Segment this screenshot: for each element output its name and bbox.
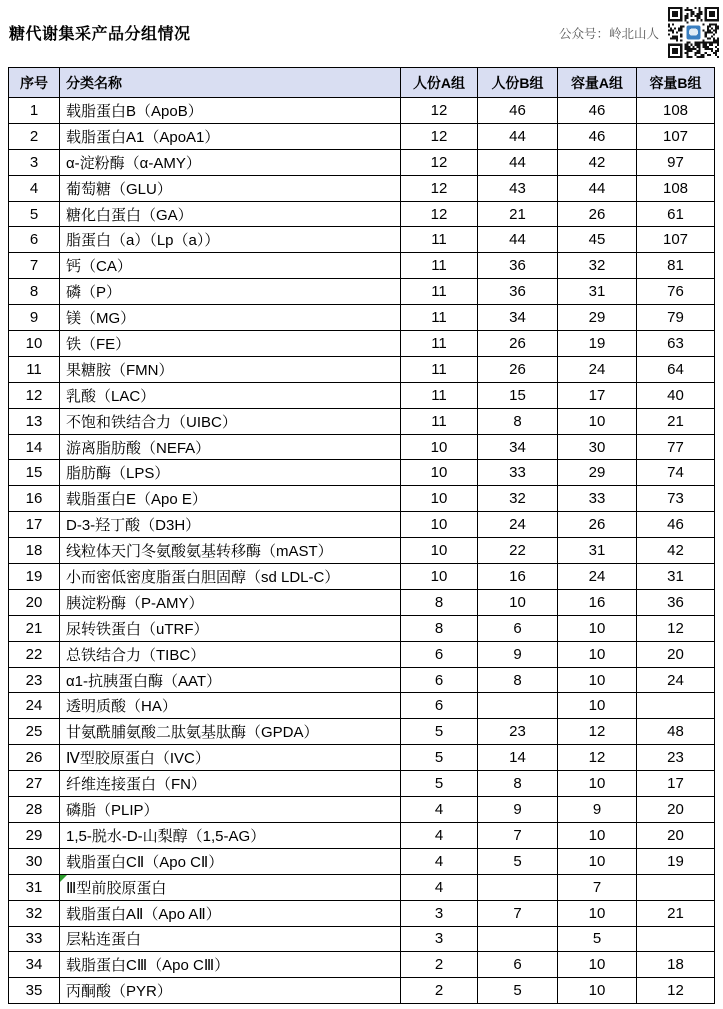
value-cell: 9 (478, 797, 558, 823)
table-row (9, 952, 715, 978)
row-number-cell: 19 (9, 564, 60, 590)
category-name-cell (60, 693, 401, 719)
category-name-text: 糖化白蛋白（GA） (66, 206, 193, 224)
row-number-cell: 32 (9, 900, 60, 926)
row-number-cell: 14 (9, 434, 60, 460)
row-number-cell: 9 (9, 305, 60, 331)
col-header-category: 分类名称 (60, 68, 401, 98)
category-name-cell (60, 408, 401, 434)
row-number-cell: 1 (9, 98, 60, 124)
table-row (9, 356, 715, 382)
value-cell: 10 (558, 693, 637, 719)
product-group-table-container (8, 67, 715, 1004)
category-name-cell (60, 434, 401, 460)
value-cell: 5 (401, 771, 478, 797)
table-row (9, 538, 715, 564)
value-cell: 5 (401, 745, 478, 771)
category-name-text: Ⅳ型胶原蛋白（IVC） (66, 750, 210, 768)
category-name-cell (60, 356, 401, 382)
category-name-cell (60, 227, 401, 253)
table-row (9, 771, 715, 797)
value-cell: 17 (637, 771, 715, 797)
table-row (9, 123, 715, 149)
category-name-text: 丙酮酸（PYR） (66, 983, 172, 1001)
category-name-cell (60, 382, 401, 408)
category-name-text: 镁（MG） (66, 310, 136, 328)
value-cell: 7 (478, 900, 558, 926)
value-cell: 7 (558, 874, 637, 900)
value-cell (478, 926, 558, 952)
value-cell: 2 (401, 952, 478, 978)
table-row (9, 408, 715, 434)
category-name-cell (60, 175, 401, 201)
value-cell: 29 (558, 460, 637, 486)
category-name-text: α-淀粉酶（α-AMY） (66, 154, 201, 172)
table-row (9, 279, 715, 305)
value-cell: 11 (401, 382, 478, 408)
category-name-cell (60, 589, 401, 615)
value-cell: 8 (401, 589, 478, 615)
value-cell: 34 (478, 305, 558, 331)
table-row (9, 175, 715, 201)
value-cell: 10 (401, 538, 478, 564)
value-cell: 10 (558, 771, 637, 797)
value-cell: 4 (401, 797, 478, 823)
category-name-text: α1-抗胰蛋白酶（AAT） (66, 672, 222, 690)
value-cell: 11 (401, 253, 478, 279)
value-cell: 79 (637, 305, 715, 331)
value-cell: 34 (478, 434, 558, 460)
value-cell: 6 (401, 641, 478, 667)
col-header-portion-a: 人份A组 (401, 68, 478, 98)
row-number-cell: 7 (9, 253, 60, 279)
value-cell: 24 (558, 564, 637, 590)
category-name-text: 铁（FE） (66, 335, 131, 353)
table-row (9, 460, 715, 486)
table-row (9, 589, 715, 615)
value-cell: 108 (637, 175, 715, 201)
row-number-cell: 5 (9, 201, 60, 227)
qr-code-image (668, 7, 719, 58)
value-cell: 24 (637, 667, 715, 693)
category-name-cell (60, 331, 401, 357)
category-name-cell (60, 486, 401, 512)
row-number-cell: 25 (9, 719, 60, 745)
row-number-cell: 18 (9, 538, 60, 564)
value-cell: 10 (478, 589, 558, 615)
value-cell: 81 (637, 253, 715, 279)
value-cell: 5 (478, 978, 558, 1004)
category-name-cell (60, 874, 401, 900)
value-cell: 44 (478, 227, 558, 253)
row-number-cell: 21 (9, 615, 60, 641)
value-cell: 10 (401, 512, 478, 538)
category-name-cell (60, 305, 401, 331)
value-cell: 6 (478, 615, 558, 641)
category-name-text: 载脂蛋白B（ApoB） (66, 102, 203, 120)
value-cell: 10 (401, 434, 478, 460)
value-cell: 8 (478, 667, 558, 693)
value-cell: 15 (478, 382, 558, 408)
table-row (9, 564, 715, 590)
value-cell: 12 (401, 201, 478, 227)
value-cell: 33 (478, 460, 558, 486)
value-cell: 11 (401, 279, 478, 305)
value-cell: 12 (637, 978, 715, 1004)
value-cell: 36 (637, 589, 715, 615)
value-cell: 18 (637, 952, 715, 978)
value-cell: 46 (558, 123, 637, 149)
row-number-cell: 26 (9, 745, 60, 771)
value-cell: 10 (558, 952, 637, 978)
value-cell: 97 (637, 149, 715, 175)
value-cell: 4 (401, 822, 478, 848)
value-cell (478, 874, 558, 900)
category-name-cell (60, 667, 401, 693)
value-cell: 20 (637, 822, 715, 848)
value-cell: 23 (478, 719, 558, 745)
row-number-cell: 16 (9, 486, 60, 512)
category-name-text: 钙（CA） (66, 258, 132, 276)
category-name-cell (60, 460, 401, 486)
category-name-cell (60, 279, 401, 305)
value-cell: 11 (401, 331, 478, 357)
row-number-cell: 12 (9, 382, 60, 408)
value-cell (637, 926, 715, 952)
value-cell: 22 (478, 538, 558, 564)
category-name-text: 层粘连蛋白 (66, 931, 142, 949)
category-name-cell (60, 149, 401, 175)
wechat-account-label: 公众号：岭北山人 (558, 27, 659, 41)
category-name-text: 1,5-脱水-D-山梨醇（1,5-AG） (66, 827, 266, 845)
category-name-cell (60, 615, 401, 641)
value-cell: 10 (558, 641, 637, 667)
category-name-text: 载脂蛋白E（Apo E） (66, 491, 207, 509)
value-cell: 42 (558, 149, 637, 175)
value-cell: 26 (558, 201, 637, 227)
row-number-cell: 17 (9, 512, 60, 538)
value-cell: 20 (637, 641, 715, 667)
table-row (9, 667, 715, 693)
value-cell: 3 (401, 900, 478, 926)
category-name-cell (60, 745, 401, 771)
value-cell: 33 (558, 486, 637, 512)
value-cell: 30 (558, 434, 637, 460)
table-row (9, 745, 715, 771)
value-cell: 76 (637, 279, 715, 305)
col-header-portion-b: 人份B组 (478, 68, 558, 98)
row-number-cell: 3 (9, 149, 60, 175)
table-row (9, 719, 715, 745)
category-name-text: 载脂蛋白A1（ApoA1） (66, 128, 220, 146)
value-cell: 31 (558, 538, 637, 564)
value-cell: 14 (478, 745, 558, 771)
table-row (9, 822, 715, 848)
value-cell (637, 874, 715, 900)
category-name-cell (60, 797, 401, 823)
qr-code-icon (668, 7, 719, 58)
category-name-cell (60, 719, 401, 745)
value-cell: 36 (478, 253, 558, 279)
value-cell: 48 (637, 719, 715, 745)
value-cell: 46 (478, 98, 558, 124)
value-cell: 107 (637, 123, 715, 149)
value-cell: 6 (401, 667, 478, 693)
value-cell: 10 (558, 848, 637, 874)
table-row (9, 797, 715, 823)
value-cell: 23 (637, 745, 715, 771)
value-cell: 26 (478, 356, 558, 382)
category-name-text: 乳酸（LAC） (66, 387, 156, 405)
category-name-text: 甘氨酰脯氨酸二肽氨基肽酶（GPDA） (66, 724, 319, 742)
row-number-cell: 13 (9, 408, 60, 434)
row-number-cell: 34 (9, 952, 60, 978)
row-number-cell: 22 (9, 641, 60, 667)
value-cell: 45 (558, 227, 637, 253)
col-header-index: 序号 (9, 68, 60, 98)
table-row (9, 615, 715, 641)
category-name-text: 透明质酸（HA） (66, 698, 177, 716)
category-name-cell (60, 848, 401, 874)
category-name-text: 尿转铁蛋白（uTRF） (66, 620, 209, 638)
value-cell: 40 (637, 382, 715, 408)
row-number-cell: 28 (9, 797, 60, 823)
category-name-text: 磷（P） (66, 284, 122, 302)
value-cell: 12 (401, 98, 478, 124)
table-row (9, 253, 715, 279)
value-cell: 63 (637, 331, 715, 357)
table-row (9, 512, 715, 538)
row-number-cell: 8 (9, 279, 60, 305)
value-cell: 19 (637, 848, 715, 874)
value-cell: 24 (558, 356, 637, 382)
row-number-cell: 4 (9, 175, 60, 201)
category-name-text: 小而密低密度脂蛋白胆固醇（sd LDL-C） (66, 568, 340, 586)
table-row (9, 149, 715, 175)
table-row (9, 331, 715, 357)
value-cell (478, 693, 558, 719)
value-cell: 73 (637, 486, 715, 512)
value-cell: 8 (478, 408, 558, 434)
value-cell: 20 (637, 797, 715, 823)
value-cell: 12 (558, 719, 637, 745)
category-name-text: 磷脂（PLIP） (66, 801, 159, 819)
row-number-cell: 27 (9, 771, 60, 797)
value-cell: 77 (637, 434, 715, 460)
category-name-text: 载脂蛋白AⅡ（Apo AⅡ） (66, 905, 221, 923)
value-cell: 16 (478, 564, 558, 590)
table-row (9, 98, 715, 124)
category-name-text: 纤维连接蛋白（FN） (66, 776, 206, 794)
value-cell: 11 (401, 356, 478, 382)
category-name-text: 脂肪酶（LPS） (66, 465, 170, 483)
category-name-text: 脂蛋白（a）（Lp（a）） (66, 232, 220, 250)
value-cell: 21 (637, 900, 715, 926)
table-row (9, 900, 715, 926)
product-group-table (8, 67, 715, 1004)
table-row (9, 201, 715, 227)
value-cell: 108 (637, 98, 715, 124)
table-row (9, 382, 715, 408)
table-row (9, 227, 715, 253)
row-number-cell: 33 (9, 926, 60, 952)
value-cell: 107 (637, 227, 715, 253)
col-header-volume-a: 容量A组 (558, 68, 637, 98)
category-name-text: 游离脂肪酸（NEFA） (66, 439, 211, 457)
category-name-cell (60, 512, 401, 538)
value-cell: 5 (478, 848, 558, 874)
category-name-cell (60, 201, 401, 227)
category-name-cell (60, 641, 401, 667)
value-cell: 26 (558, 512, 637, 538)
row-number-cell: 29 (9, 822, 60, 848)
value-cell: 10 (558, 822, 637, 848)
category-name-cell (60, 564, 401, 590)
value-cell: 5 (558, 926, 637, 952)
value-cell: 31 (637, 564, 715, 590)
value-cell: 43 (478, 175, 558, 201)
value-cell (637, 693, 715, 719)
value-cell: 9 (478, 641, 558, 667)
value-cell: 11 (401, 305, 478, 331)
cell-error-triangle-marker (60, 875, 67, 882)
category-name-text: 载脂蛋白CⅢ（Apo CⅢ） (66, 957, 230, 975)
value-cell: 3 (401, 926, 478, 952)
value-cell: 44 (478, 149, 558, 175)
category-name-text: 不饱和铁结合力（UIBC） (66, 413, 237, 431)
table-row (9, 848, 715, 874)
row-number-cell: 23 (9, 667, 60, 693)
category-name-cell (60, 926, 401, 952)
category-name-cell (60, 952, 401, 978)
value-cell: 10 (401, 564, 478, 590)
row-number-cell: 10 (9, 331, 60, 357)
category-name-cell (60, 771, 401, 797)
value-cell: 32 (558, 253, 637, 279)
value-cell: 16 (558, 589, 637, 615)
value-cell: 12 (401, 123, 478, 149)
table-header-row (9, 68, 715, 98)
table-row (9, 926, 715, 952)
value-cell: 46 (558, 98, 637, 124)
value-cell: 6 (401, 693, 478, 719)
value-cell: 2 (401, 978, 478, 1004)
value-cell: 31 (558, 279, 637, 305)
value-cell: 12 (401, 175, 478, 201)
value-cell: 46 (637, 512, 715, 538)
value-cell: 12 (401, 149, 478, 175)
row-number-cell: 20 (9, 589, 60, 615)
category-name-cell (60, 538, 401, 564)
category-name-text: 载脂蛋白CⅡ（Apo CⅡ） (66, 853, 224, 871)
row-number-cell: 31 (9, 874, 60, 900)
value-cell: 21 (637, 408, 715, 434)
value-cell: 21 (478, 201, 558, 227)
category-name-cell (60, 253, 401, 279)
table-row (9, 641, 715, 667)
value-cell: 10 (558, 615, 637, 641)
value-cell: 6 (478, 952, 558, 978)
value-cell: 64 (637, 356, 715, 382)
category-name-text: D-3-羟丁酸（D3H） (66, 517, 201, 535)
table-row (9, 434, 715, 460)
category-name-cell (60, 978, 401, 1004)
value-cell: 42 (637, 538, 715, 564)
category-name-text: 线粒体天门冬氨酸氨基转移酶（mAST） (66, 543, 333, 561)
category-name-cell (60, 900, 401, 926)
row-number-cell: 30 (9, 848, 60, 874)
value-cell: 9 (558, 797, 637, 823)
value-cell: 10 (558, 900, 637, 926)
row-number-cell: 2 (9, 123, 60, 149)
value-cell: 29 (558, 305, 637, 331)
value-cell: 12 (637, 615, 715, 641)
value-cell: 10 (558, 408, 637, 434)
value-cell: 8 (478, 771, 558, 797)
value-cell: 5 (401, 719, 478, 745)
table-row (9, 486, 715, 512)
row-number-cell: 24 (9, 693, 60, 719)
value-cell: 44 (478, 123, 558, 149)
row-number-cell: 15 (9, 460, 60, 486)
table-row (9, 305, 715, 331)
value-cell: 19 (558, 331, 637, 357)
value-cell: 4 (401, 848, 478, 874)
value-cell: 4 (401, 874, 478, 900)
category-name-cell (60, 822, 401, 848)
value-cell: 7 (478, 822, 558, 848)
category-name-text: 总铁结合力（TIBC） (66, 646, 206, 664)
row-number-cell: 11 (9, 356, 60, 382)
page-title: 糖代谢集采产品分组情况 (9, 26, 191, 43)
value-cell: 12 (558, 745, 637, 771)
value-cell: 11 (401, 227, 478, 253)
value-cell: 36 (478, 279, 558, 305)
value-cell: 44 (558, 175, 637, 201)
col-header-volume-b: 容量B组 (637, 68, 715, 98)
value-cell: 8 (401, 615, 478, 641)
value-cell: 10 (558, 978, 637, 1004)
value-cell: 11 (401, 408, 478, 434)
value-cell: 26 (478, 331, 558, 357)
value-cell: 24 (478, 512, 558, 538)
category-name-text: 果糖胺（FMN） (66, 361, 174, 379)
value-cell: 10 (401, 486, 478, 512)
table-row (9, 693, 715, 719)
category-name-text: Ⅲ型前胶原蛋白 (66, 879, 167, 897)
table-row (9, 874, 715, 900)
value-cell: 10 (558, 667, 637, 693)
value-cell: 61 (637, 201, 715, 227)
row-number-cell: 6 (9, 227, 60, 253)
value-cell: 10 (401, 460, 478, 486)
value-cell: 32 (478, 486, 558, 512)
row-number-cell: 35 (9, 978, 60, 1004)
category-name-cell (60, 98, 401, 124)
value-cell: 74 (637, 460, 715, 486)
table-row (9, 978, 715, 1004)
value-cell: 17 (558, 382, 637, 408)
category-name-cell (60, 123, 401, 149)
category-name-text: 葡萄糖（GLU） (66, 180, 172, 198)
category-name-text: 胰淀粉酶（P-AMY） (66, 594, 204, 612)
